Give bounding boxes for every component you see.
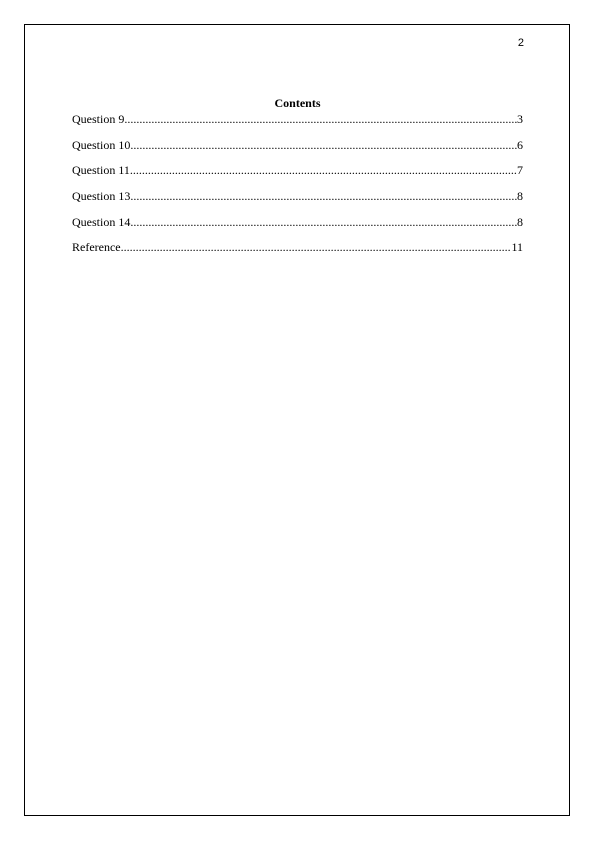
dot-leader	[130, 138, 517, 152]
toc-entry-label: Question 11	[72, 163, 130, 178]
toc-entry-question-10[interactable]	[72, 138, 523, 152]
toc-entry-question-11[interactable]	[72, 163, 523, 177]
table-of-contents	[72, 112, 523, 266]
toc-title: Contents	[274, 96, 321, 110]
toc-entry-question-13[interactable]	[72, 189, 523, 203]
page-number: 2	[517, 37, 524, 49]
dot-leader	[124, 112, 517, 126]
toc-entry-question-14[interactable]	[72, 215, 523, 229]
toc-entry-page: 8	[517, 214, 523, 229]
dot-leader	[130, 189, 517, 203]
toc-entry-page: 8	[517, 189, 523, 204]
dot-leader	[130, 163, 517, 177]
toc-entry-page: 6	[517, 137, 523, 152]
toc-entry-label: Question 13	[72, 189, 131, 204]
toc-entry-label: Question 10	[72, 137, 131, 152]
toc-entry-label: Question 9	[72, 112, 125, 126]
toc-entry-reference[interactable]	[72, 240, 523, 254]
dot-leader	[130, 215, 517, 229]
toc-entry-page: 11	[511, 240, 523, 255]
toc-entry-label: Reference	[72, 240, 121, 255]
dot-leader	[121, 240, 512, 254]
toc-entry-question-9[interactable]	[72, 112, 523, 126]
toc-entry-page: 7	[517, 163, 523, 178]
toc-entry-label: Question 14	[72, 214, 131, 229]
toc-entry-page: 3	[517, 112, 523, 126]
